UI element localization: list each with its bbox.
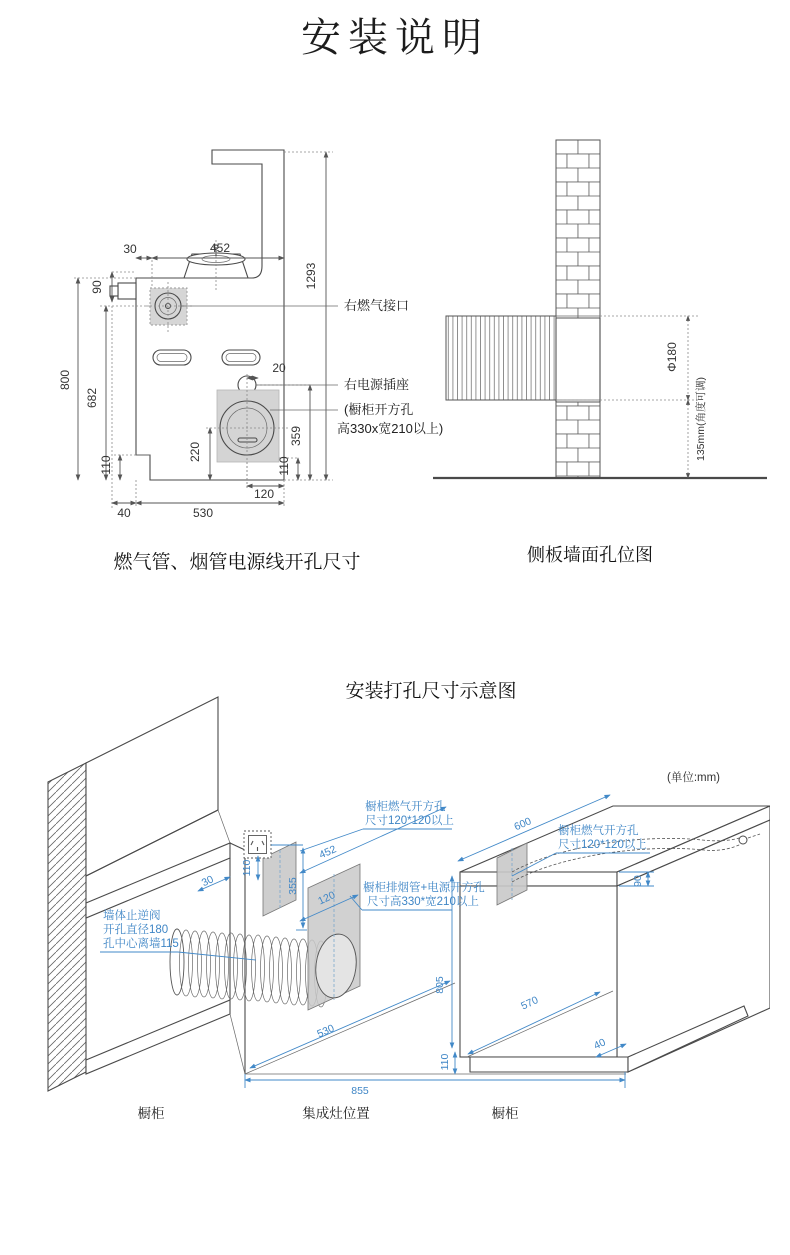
label-gas-hole-left-2: 尺寸120*120以上 bbox=[365, 815, 454, 827]
caption-hole-dimensions: 燃气管、烟管电源线开孔尺寸 bbox=[113, 552, 361, 573]
label-gas-hole-right-1: 橱柜燃气开方孔 bbox=[558, 825, 639, 837]
dim-40: 40 bbox=[591, 1036, 608, 1053]
label-cabinet-hole-1: (橱柜开方孔 bbox=[344, 402, 414, 417]
label-cabinet-hole-2: 高330x宽210以上) bbox=[337, 421, 444, 436]
left-wall bbox=[48, 763, 86, 1091]
wall-hole-diagram bbox=[430, 130, 770, 580]
duct-hole-panel bbox=[308, 864, 360, 1010]
gas-connection-port bbox=[146, 282, 192, 332]
dim-1293: 1293 bbox=[304, 262, 318, 290]
dim-800: 800 bbox=[58, 369, 72, 391]
dim-600: 600 bbox=[512, 815, 534, 834]
dim-855: 855 bbox=[351, 1085, 369, 1097]
dim-20: 20 bbox=[272, 361, 286, 375]
caption-cabinet-right: 橱柜 bbox=[491, 1106, 519, 1121]
installation-isometric-diagram bbox=[40, 660, 770, 1150]
page-title: 安装说明 bbox=[301, 16, 489, 60]
dim-30: 30 bbox=[199, 873, 216, 890]
label-vent-hole-1: 橱柜排烟管+电源开方孔 bbox=[363, 882, 485, 894]
dim-530: 530 bbox=[192, 506, 214, 520]
dim-220: 220 bbox=[188, 441, 202, 463]
dim-110-kick: 110 bbox=[439, 1053, 451, 1071]
dim-452: 452 bbox=[209, 241, 231, 255]
dim-40: 40 bbox=[117, 506, 131, 520]
dim-805: 805 bbox=[434, 976, 446, 994]
unit-note: (单位:mm) bbox=[667, 772, 721, 784]
dim-90: 90 bbox=[90, 280, 104, 294]
dim-682: 682 bbox=[85, 387, 99, 409]
label-check-valve-2: 开孔直径180 bbox=[103, 924, 169, 936]
caption-stove-position: 集成灶位置 bbox=[302, 1106, 370, 1121]
label-gas-hole-left-1: 橱柜燃气开方孔 bbox=[365, 801, 446, 813]
exhaust-duct bbox=[170, 929, 328, 1007]
section-title: 安装打孔尺寸示意图 bbox=[345, 681, 517, 702]
corrugated-pipe bbox=[446, 316, 556, 400]
dim-90: 90 bbox=[632, 875, 644, 887]
label-check-valve-3: 孔中心离墙115 bbox=[103, 938, 179, 950]
dim-110-right: 110 bbox=[277, 456, 291, 476]
label-check-valve-1: 墙体止逆阀 bbox=[103, 910, 161, 922]
dim-570: 570 bbox=[519, 994, 541, 1013]
label-power-socket: 右电源插座 bbox=[344, 377, 410, 392]
dim-120: 120 bbox=[253, 487, 275, 501]
caption-wall-holes: 侧板墙面孔位图 bbox=[527, 545, 653, 565]
label-vent-hole-2: 尺寸高330*宽210以上 bbox=[367, 896, 479, 908]
dim-phi180: Φ180 bbox=[665, 342, 679, 372]
dim-120: 120 bbox=[316, 889, 338, 908]
dim-530: 530 bbox=[315, 1022, 337, 1041]
power-socket-icon bbox=[244, 831, 271, 858]
label-gas-hole-right-2: 尺寸120*120以上 bbox=[558, 839, 647, 851]
dim-110-socket: 110 bbox=[241, 859, 253, 877]
dim-355: 355 bbox=[287, 877, 299, 895]
gas-vent-dimension-diagram bbox=[55, 130, 445, 580]
callout-labels bbox=[337, 298, 443, 436]
dim-452: 452 bbox=[317, 843, 339, 862]
dim-359: 359 bbox=[289, 425, 303, 447]
caption-cabinet-left: 橱柜 bbox=[137, 1106, 165, 1121]
dim-135mm: 135mm(角度可调) bbox=[695, 376, 707, 462]
left-cabinet bbox=[86, 697, 245, 1074]
label-gas-port: 右燃气接口 bbox=[344, 298, 410, 313]
iso-captions bbox=[138, 1105, 520, 1121]
dim-110-left: 110 bbox=[99, 455, 113, 475]
dim-30: 30 bbox=[123, 242, 137, 256]
brick-wall bbox=[556, 140, 600, 478]
